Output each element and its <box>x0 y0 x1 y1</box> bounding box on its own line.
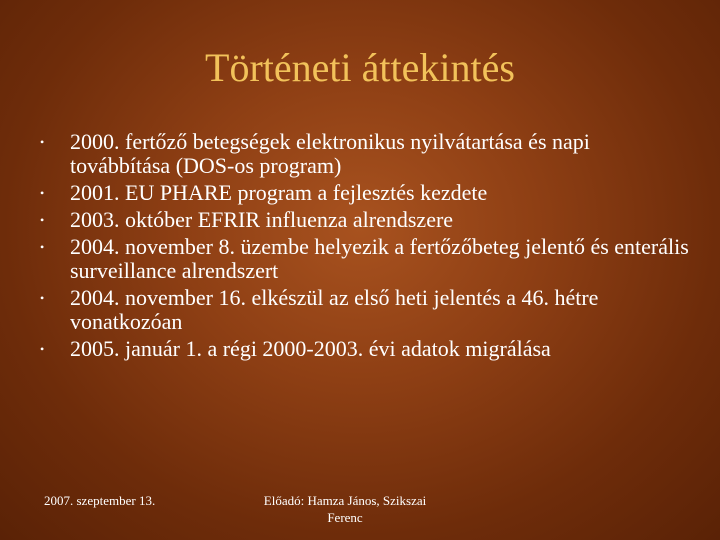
list-item-text: 2001. EU PHARE program a fejlesztés kezdete <box>70 180 488 205</box>
bullet-icon: • <box>40 213 45 227</box>
footer-date: 2007. szeptember 13. <box>44 493 156 508</box>
list-item-text: 2000. fertőző betegségek elektronikus nyilvátartása és napi továbbítása (DOS-os program) <box>70 129 590 178</box>
list-item <box>40 286 690 334</box>
list-item <box>40 337 690 361</box>
list-item <box>40 181 690 205</box>
bullet-icon: • <box>40 135 45 149</box>
list-item-text: 2005. január 1. a régi 2000-2003. évi adatok migrálása <box>70 336 551 361</box>
list-item <box>40 235 690 283</box>
bullet-icon: • <box>40 240 45 254</box>
bullet-icon: • <box>40 291 45 305</box>
list-item-text: 2004. november 16. elkészül az első heti jelentés a 46. hétre vonatkozóan <box>70 285 599 334</box>
slide-title: Történeti áttekintés <box>205 45 515 90</box>
bullet-icon: • <box>40 186 45 200</box>
list-item <box>40 130 690 178</box>
list-item-text: 2003. október EFRIR influenza alrendszere <box>70 207 454 232</box>
footer-presenter: Előadó: Hamza János, Szikszai Ferenc <box>263 493 427 525</box>
bullet-list <box>40 130 690 364</box>
list-item <box>40 208 690 232</box>
bullet-icon: • <box>40 342 45 356</box>
list-item-text: 2004. november 8. üzembe helyezik a fertőzőbeteg jelentő és enterális surveillance alrendszert <box>70 234 689 283</box>
